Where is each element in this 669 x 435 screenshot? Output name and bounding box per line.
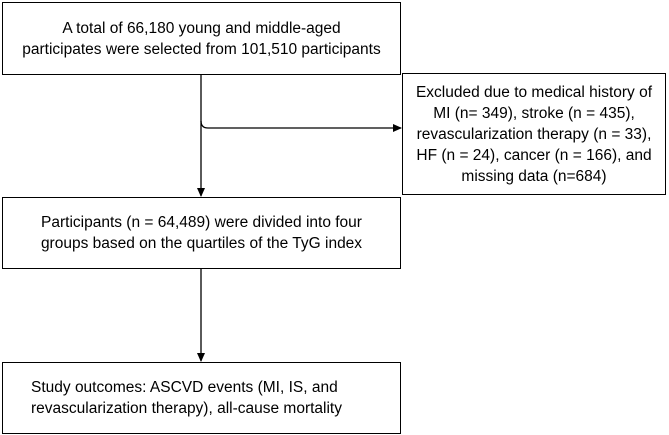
- exclusion-text-line-4: HF (n = 24), cancer (n = 166), and: [416, 146, 652, 164]
- exclusion-text-line-2: MI (n= 349), stroke (n = 435),: [433, 104, 635, 122]
- exclusion-text-line-5: missing data (n=684): [461, 167, 607, 185]
- groups-text-line-1: Participants (n = 64,489) were divided into four: [41, 214, 362, 231]
- groups-text-line-2: groups based on the quartiles of the TyG index: [40, 235, 363, 252]
- outcomes-text-line-1: Study outcomes: ASCVD events (MI, IS, and: [31, 379, 338, 396]
- exclusion-text-line-1: Excluded due to medical history of: [415, 83, 653, 101]
- selection-text-line-1: A total of 66,180 young and middle-aged: [62, 19, 341, 37]
- exclusion-text-line-3: revascularization therapy (n = 33),: [416, 125, 652, 143]
- outcomes-text-line-2: revascularization therapy), all-cause mortality: [31, 400, 342, 417]
- selection-text-line-2: participates were selected from 101,510 participants: [22, 40, 381, 58]
- arrow-to-exclusion: [201, 121, 401, 128]
